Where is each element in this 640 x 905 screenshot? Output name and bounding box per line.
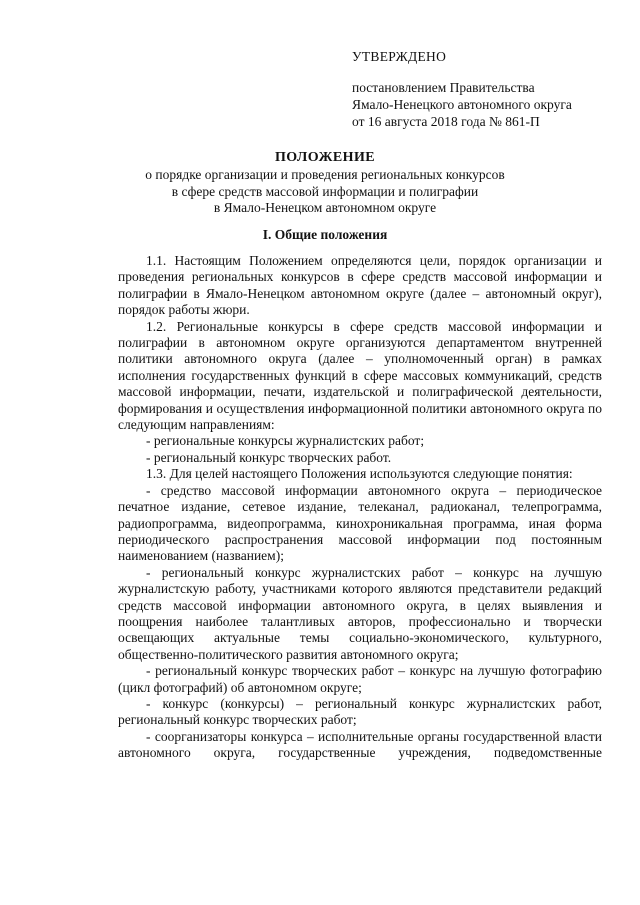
definition-item: - региональный конкурс журналистских работ – конкурс на лучшую журналистскую работу, участниками которого являются представители редакций средств массовой информации автономного округа, в целях выявления и поощрения наиболее талантливых авторов, профессионально и творчески освещающих актуальные темы социально-экономического, культурного, общественно-политического развития автономного округа; [118,564,602,662]
approval-stamp: УТВЕРЖДЕНО [352,49,447,64]
paragraph: 1.1. Настоящим Положением определяются цели, порядок организации и проведения региональных конкурсов в сфере средств массовой информации и полиграфии в Ямало-Ненецком автономном округе (далее – автономный округ), порядок работы жюри. [118,253,602,318]
approval-line: от 16 августа 2018 года № 861-П [352,114,540,129]
list-item: - региональный конкурс творческих работ. [146,449,392,465]
definition-item: - соорганизаторы конкурса – исполнительные органы государственной власти автономного округа, государственные учреждения, подведомственные [118,728,602,761]
document-title-block [70,149,580,217]
section-body [118,253,602,762]
definition-item: - средство массовой информации автономного округа – периодическое печатное издание, сетевое издание, телеканал, радиоканал, телепрограмма, радиопрограмма, видеопрограмма, кинохроникальная программа, иная форма периодического распространения массовой информации под постоянным наименованием (названием); [118,482,602,564]
document-subtitle-line: в сфере средств массовой информации и полиграфии [171,183,479,199]
list-item: - региональные конкурсы журналистских работ; [146,433,425,449]
definition-item: - конкурс (конкурсы) – региональный конкурс журналистских работ, региональный конкурс творческих работ; [118,695,602,728]
paragraph: 1.3. Для целей настоящего Положения используются следующие понятия: [146,466,573,482]
document-title: ПОЛОЖЕНИЕ [275,150,375,165]
paragraph: 1.2. Региональные конкурсы в сфере средств массовой информации и полиграфии в автономном округе организуются департаментом внутренней политики автономного округа (далее – уполномоченный орган) в рамках исполнения государственных функций в сфере массовых коммуникаций, средств массовой информации, печати, издательской и полиграфической деятельности, формирования и осуществления информационной политики автономного округа по следующим направлениям: [118,318,602,433]
approval-block [352,48,622,130]
document-subtitle-line: в Ямало-Ненецком автономном округе [213,200,437,215]
definition-item: - региональный конкурс творческих работ – конкурс на лучшую фотографию (цикл фотографий) об автономном округе; [118,663,602,695]
document-subtitle-line: о порядке организации и проведения региональных конкурсов [145,167,505,182]
approval-line: Ямало-Ненецкого автономного округа [352,97,572,112]
section-heading: I. Общие положения [262,227,388,242]
approval-line: постановлением Правительства [352,80,535,95]
